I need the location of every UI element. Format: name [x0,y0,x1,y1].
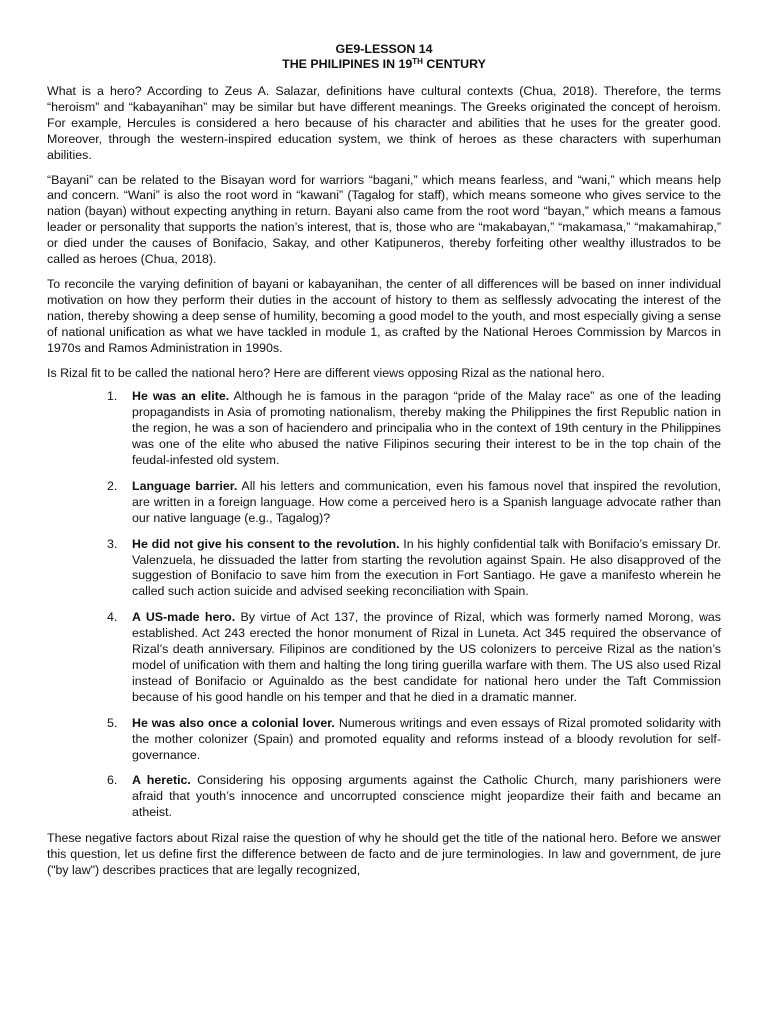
list-number: 3. [107,536,118,551]
list-item-text: Although he is famous in the paragon “pride of the Malay race” as one of the leading propagandists in Asia of promoting nationalism, thereby making the Philippines the first Republic nation in the region, he was a son of haciendero and principalia who in the context of 19th century in the Philippines was one of the elite who abused the native Filipinos securing their interest to be in the top chain of the feudal-infested old system. [132,389,721,468]
list-item-text: All his letters and communication, even his famous novel that inspired the revolution, are written in a foreign language. How come a perceived hero is a Spanish language advocate rather than our native language (e.g., Tagalog)? [132,478,722,525]
list-item-heading: He was an elite. [132,389,230,404]
title-prefix: THE PHILIPINES IN 19 [282,57,413,71]
paragraph-bayani-etymology: “Bayani” can be related to the Bisayan word for warriors “bagani,” which means fearless, and “wani,” which means help and concern. “Wani” is also the root word in “kawani” (Tagalog for staff), which means someone who gives service to the nation (bayan) without expecting anything in return. Bayani also came from the root word “bayan,” which means a famous leader or personality that supports the nation’s interest, that is, those who are “makabayan,” “makamasa,” “makamahirap,” or died under the causes of Bonifacio, Sakay, and other Katipuneros, thereby forfeiting other wealthy illustrados to be called as heroes (Chua, 2018). [47,172,721,267]
list-item [47,773,721,821]
list-item [47,610,721,705]
title-superscript: TH [412,57,423,66]
list-item-heading: He did not give his consent to the revolution. [132,536,400,551]
list-item-text: Numerous writings and even essays of Rizal promoted solidarity with the mother colonizer (Spain) and promoted equality and reforms instead of a bloody revolution for self-governance. [132,715,721,762]
list-item-text: Considering his opposing arguments against the Catholic Church, many parishioners were afraid that youth’s innocence and uncorrupted conscience might jeopardize their faith and became an atheist. [132,773,721,820]
list-item-heading: A heretic. [132,773,191,788]
lesson-code: GE9-LESSON 14 [335,42,433,56]
list-item [47,389,721,469]
list-number: 1. [107,389,118,404]
list-item [47,479,721,527]
list-number: 4. [107,610,118,625]
list-number: 2. [107,478,118,493]
paragraph-rizal-question: Is Rizal fit to be called the national hero? Here are different views opposing Rizal as the national hero. [47,365,605,380]
opposing-views-list [47,389,721,821]
list-item-text: By virtue of Act 137, the province of Rizal, which was formerly named Morong, was established. Act 243 erected the honor monument of Rizal in Luneta. Act 345 required the observance of Rizal’s death anniversary. Filipinos are conditioned by the US colonizers to perceive Rizal as the nation’s model of unification with them and halting the long tiring guerilla warfare with them. The US also used Rizal instead of Bonifacio or Aguinaldo as the best candidate for national hero under the Taft Commission because of his good handle on his temper and that he died in a dramatic manner. [132,610,721,704]
paragraph-reconcile-definition: To reconcile the varying definition of bayani or kabayanihan, the center of all differences will be based on inner individual motivation on how they perform their duties in the account of history to them as selflessly advocating the interest of the nation, thereby showing a deep sense of humility, becoming a good model to the youth, and most especially giving a sense of national unification as what we have tackled in module 1, as crafted by the National Heroes Commission by Marcos in 1970s and Ramos Administration in 1990s. [47,276,721,355]
paragraph-closing: These negative factors about Rizal raise the question of why he should get the title of the national hero. Before we answer this question, let us define first the difference between de facto and de jure terminologies. In law and government, de jure ("by law") describes practices that are legally recognized, [47,831,721,877]
list-number: 6. [107,773,118,788]
list-number: 5. [107,715,118,730]
list-item-heading: A US-made hero. [132,610,236,625]
list-item-text: In his highly confidential talk with Bonifacio’s emissary Dr. Valenzuela, he dissuaded the latter from starting the revolution against Spain. He also disapproved of the suggestion of Bonifacio to save him from the execution in Fort Santiago. He gave a manifesto wherein he called such action suicide and advised seeking reconciliation with Spain. [132,536,721,599]
title-suffix: CENTURY [422,57,486,71]
list-item-heading: Language barrier. [132,478,238,493]
paragraph-hero-definition: What is a hero? According to Zeus A. Salazar, definitions have cultural contexts (Chua, 2018). Therefore, the terms “heroism” and “kabayanihan” may be similar but have different meanings. The Greeks originated the concept of heroism. For example, Hercules is considered a hero because of his character and abilities that he uses for the greater good. Moreover, through the western-inspired education system, we think of heroes as these characters with superhuman abilities. [47,84,721,162]
list-item [47,537,721,601]
list-item-heading: He was also once a colonial lover. [132,715,335,730]
page-title [47,57,721,72]
list-item [47,716,721,764]
